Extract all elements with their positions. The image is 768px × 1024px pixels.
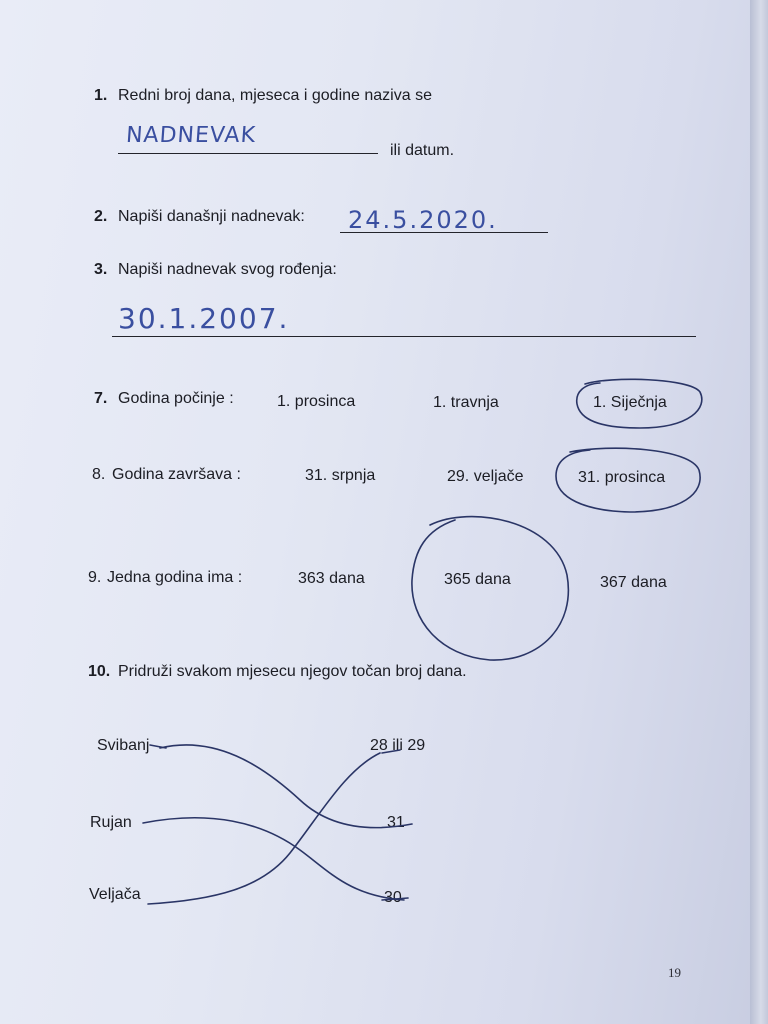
q7-option-1[interactable]: 1. prosinca — [277, 393, 356, 410]
q7-option-2[interactable]: 1. travnja — [433, 394, 499, 411]
q8-option-1[interactable]: 31. srpnja — [305, 467, 376, 484]
q9-option-1[interactable]: 363 dana — [298, 570, 365, 587]
q7-text: Godina počinje : — [118, 390, 234, 407]
q1-number: 1. — [94, 87, 108, 104]
q1-suffix: ili datum. — [390, 142, 455, 159]
q3-answer: 30.1.2007. — [118, 302, 290, 335]
q2-answer-line — [340, 232, 548, 233]
q2-number: 2. — [94, 208, 108, 225]
q8-option-2[interactable]: 29. veljače — [447, 468, 524, 485]
q9-number: 9. — [88, 569, 102, 586]
q2-answer: 24.5.2020. — [348, 206, 498, 234]
page-number: 19 — [668, 965, 681, 980]
page-edge — [750, 0, 768, 1024]
q8-option-3[interactable]: 31. prosinca — [578, 469, 666, 486]
month-svibanj[interactable]: Svibanj — [97, 737, 150, 754]
q9-option-2[interactable]: 365 dana — [444, 571, 511, 588]
q8-number: 8. — [92, 466, 106, 483]
days-28-29[interactable]: 28 ili 29 — [370, 737, 426, 754]
month-veljaca[interactable]: Veljača — [89, 886, 141, 903]
month-rujan[interactable]: Rujan — [90, 814, 132, 831]
q7-number: 7. — [94, 390, 108, 407]
days-31[interactable]: 31 — [387, 814, 405, 831]
q10-text: Pridruži svakom mjesecu njegov točan broj dana. — [118, 663, 467, 680]
q9-text: Jedna godina ima : — [107, 569, 243, 586]
q3-number: 3. — [94, 261, 108, 278]
days-30[interactable]: 30 — [384, 889, 402, 906]
q1-answer-line — [118, 153, 378, 154]
q3-text: Napiši nadnevak svog rođenja: — [118, 261, 337, 278]
q2-text: Napiši današnji nadnevak: — [118, 208, 305, 225]
q10-number: 10. — [88, 663, 111, 680]
q3-answer-line — [112, 336, 696, 337]
q7-option-3[interactable]: 1. Siječnja — [593, 394, 667, 411]
q1-text: Redni broj dana, mjeseca i godine naziva se — [118, 87, 432, 104]
q8-text: Godina završava : — [112, 466, 241, 483]
q1-answer: NADNEVAK — [125, 123, 257, 148]
q9-option-3[interactable]: 367 dana — [600, 574, 667, 591]
